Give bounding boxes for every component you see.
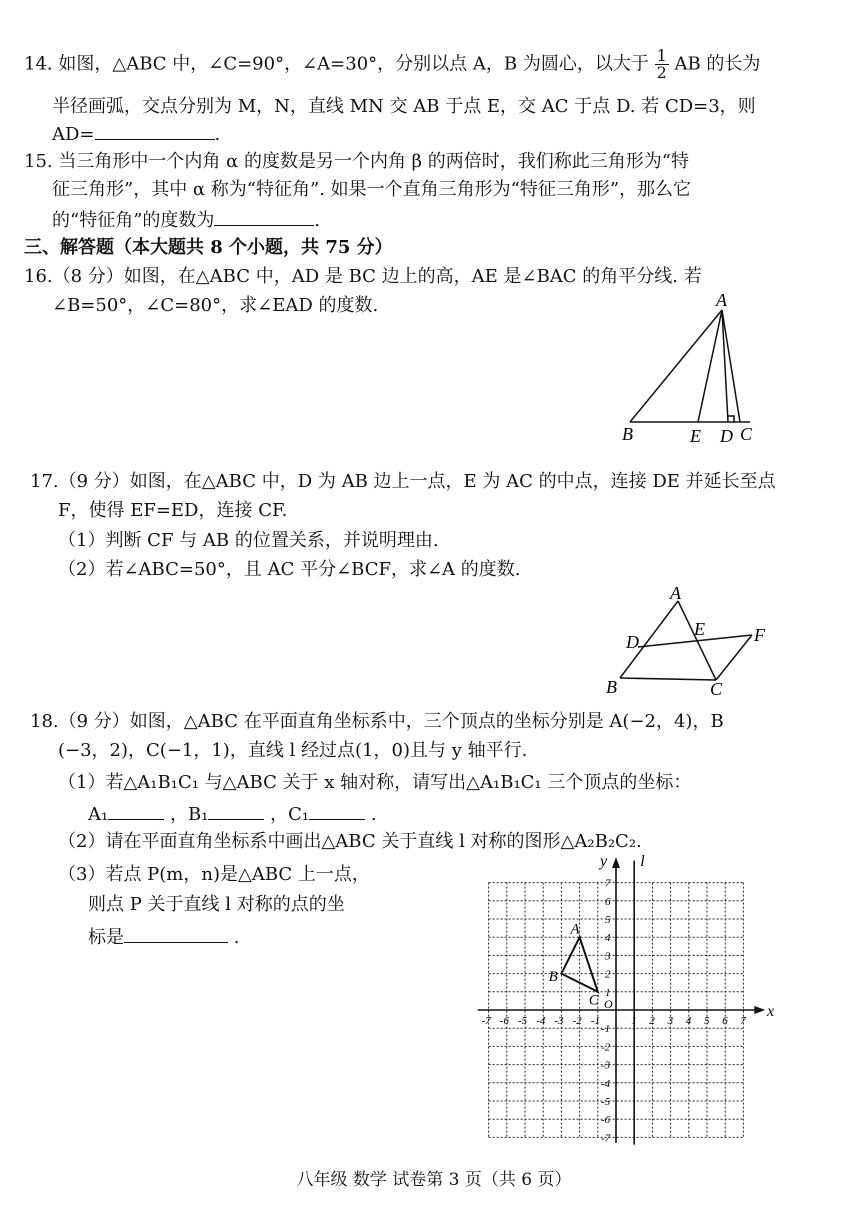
y-tick-label: 3 <box>605 950 611 963</box>
q18-line6: （3）若点 P(m，n)是△ABC 上一点， <box>58 864 370 885</box>
label-c: C <box>710 679 723 699</box>
label-f: F <box>754 625 765 645</box>
y-tick-label: 2 <box>605 968 611 981</box>
q18-line4: A₁ ，B₁ ，C₁ . <box>88 801 377 827</box>
q17-line1: 17.（9 分）如图，在△ABC 中，D 为 AB 边上一点，E 为 AC 的中点，连接 DE 并延长至点 <box>30 471 776 492</box>
q14-line2: 半径画弧，交点分别为 M，N，直线 MN 交 AB 于点 E，交 AC 于点 D. 若 CD=3，则 <box>52 96 756 117</box>
answer-blank-p <box>124 924 228 943</box>
q18-line3: （1）若△A₁B₁C₁ 与△ABC 关于 x 轴对称，请写出△A₁B₁C₁ 三个顶点的坐标： <box>58 772 692 793</box>
x-tick-label: 5 <box>704 1015 710 1027</box>
q18-line8: 标是 . <box>88 924 239 950</box>
coordinate-grid <box>470 850 775 1145</box>
x-tick-label: 6 <box>722 1015 728 1027</box>
triangle-label-b: B <box>548 968 558 985</box>
y-tick-label: -2 <box>601 1041 611 1054</box>
label-d: D <box>720 426 733 446</box>
q14-line1: 14. 如图，△ABC 中，∠C=90°，∠A=30°，分别以点 A，B 为圆心，以大于 $\frac{1}{2}$ AB 的长为 <box>24 46 761 82</box>
y-tick-label: 7 <box>605 877 611 890</box>
q15-line1: 15. 当三角形中一个内角 α 的度数是另一个内角 β 的两倍时，我们称此三角形为“特 <box>24 151 689 172</box>
x-axis-arrow <box>754 1006 765 1014</box>
q17-figure <box>600 585 780 700</box>
label-a: A <box>670 583 681 603</box>
y-axis-arrow <box>612 857 620 868</box>
answer-blank <box>214 207 314 226</box>
answer-blank-c1 <box>309 801 365 820</box>
q14-line3: AD= . <box>52 121 220 147</box>
x-tick-label: -4 <box>536 1015 546 1027</box>
label-e: E <box>690 426 701 446</box>
label-d: D <box>626 632 639 652</box>
fraction-one-half: $\frac{1}{2}$ <box>656 46 667 82</box>
y-axis-label: y <box>600 853 608 871</box>
y-tick-label: -6 <box>601 1114 611 1127</box>
q18-line2: (−3，2)，C(−1，1)，直线 l 经过点(1，0)且与 y 轴平行. <box>58 740 528 761</box>
x-tick-label: 4 <box>685 1015 692 1027</box>
y-tick-label: 4 <box>605 932 611 945</box>
q17-line4: （2）若∠ABC=50°，且 AC 平分∠BCF，求∠A 的度数. <box>58 559 521 580</box>
x-tick-label: -6 <box>499 1015 509 1027</box>
q17-line2: F，使得 EF=ED，连接 CF. <box>58 500 288 521</box>
y-tick-label: 6 <box>605 895 611 908</box>
q15-line3: 的“特征角”的度数为 . <box>52 207 320 233</box>
label-a: A <box>716 290 727 310</box>
y-tick-label: -3 <box>601 1059 611 1072</box>
x-tick-label: 1 <box>631 1015 637 1027</box>
section-title: 三、解答题（本大题共 8 个小题，共 75 分） <box>24 237 393 258</box>
segment-ae <box>698 310 722 422</box>
q18-line1: 18.（9 分）如图，△ABC 在平面直角坐标系中，三个顶点的坐标分别是 A(−2，4)，B <box>30 711 724 732</box>
triangle-label-c: C <box>588 992 599 1009</box>
answer-blank <box>95 121 215 140</box>
line-l-label: l <box>640 853 645 871</box>
q16-figure <box>600 290 770 450</box>
segment-bc <box>620 678 716 680</box>
x-tick-label: 3 <box>667 1015 674 1027</box>
x-tick-label: -3 <box>554 1015 564 1027</box>
segment-ab <box>630 310 722 422</box>
x-tick-label: -1 <box>590 1015 600 1027</box>
origin-label: O <box>604 997 613 1011</box>
q15-line2: 征三角形”，其中 α 称为“特征角”. 如果一个直角三角形为“特征三角形”，那么它 <box>52 179 692 200</box>
q18-line7: 则点 P 关于直线 l 对称的点的坐 <box>88 894 345 915</box>
answer-blank-b1 <box>208 801 264 820</box>
q17-line3: （1）判断 CF 与 AB 的位置关系，并说明理由. <box>58 530 439 551</box>
y-tick-label: -7 <box>601 1132 611 1145</box>
x-tick-label: -5 <box>518 1015 528 1027</box>
triangle-label-a: A <box>570 921 580 938</box>
label-c: C <box>740 424 753 444</box>
y-tick-label: -1 <box>601 1023 611 1036</box>
label-b: B <box>622 424 633 444</box>
q16-line1: 16.（8 分）如图，在△ABC 中，AD 是 BC 边上的高，AE 是∠BAC 的角平分线. 若 <box>24 266 702 287</box>
x-tick-label: -2 <box>572 1015 582 1027</box>
x-tick-label: 7 <box>740 1015 746 1027</box>
page-footer: 八年级 数学 试卷第 3 页（共 6 页） <box>296 1170 572 1190</box>
y-tick-label: -4 <box>601 1077 611 1090</box>
y-tick-label: 5 <box>605 914 611 926</box>
segment-cf <box>716 635 752 680</box>
x-tick-label: -7 <box>481 1015 491 1027</box>
x-tick-label: 2 <box>649 1015 655 1027</box>
q16-line2: ∠B=50°，∠C=80°，求∠EAD 的度数. <box>52 295 379 316</box>
right-angle-mark <box>728 416 734 422</box>
y-tick-label: 1 <box>605 986 611 999</box>
answer-blank-a1 <box>108 801 164 820</box>
y-tick-label: -5 <box>601 1096 611 1108</box>
label-e: E <box>694 619 705 639</box>
q18-line5: （2）请在平面直角坐标系中画出△ABC 关于直线 l 对称的图形△A₂B₂C₂. <box>58 831 642 852</box>
label-b: B <box>606 677 617 697</box>
x-axis-label: x <box>767 1003 775 1020</box>
